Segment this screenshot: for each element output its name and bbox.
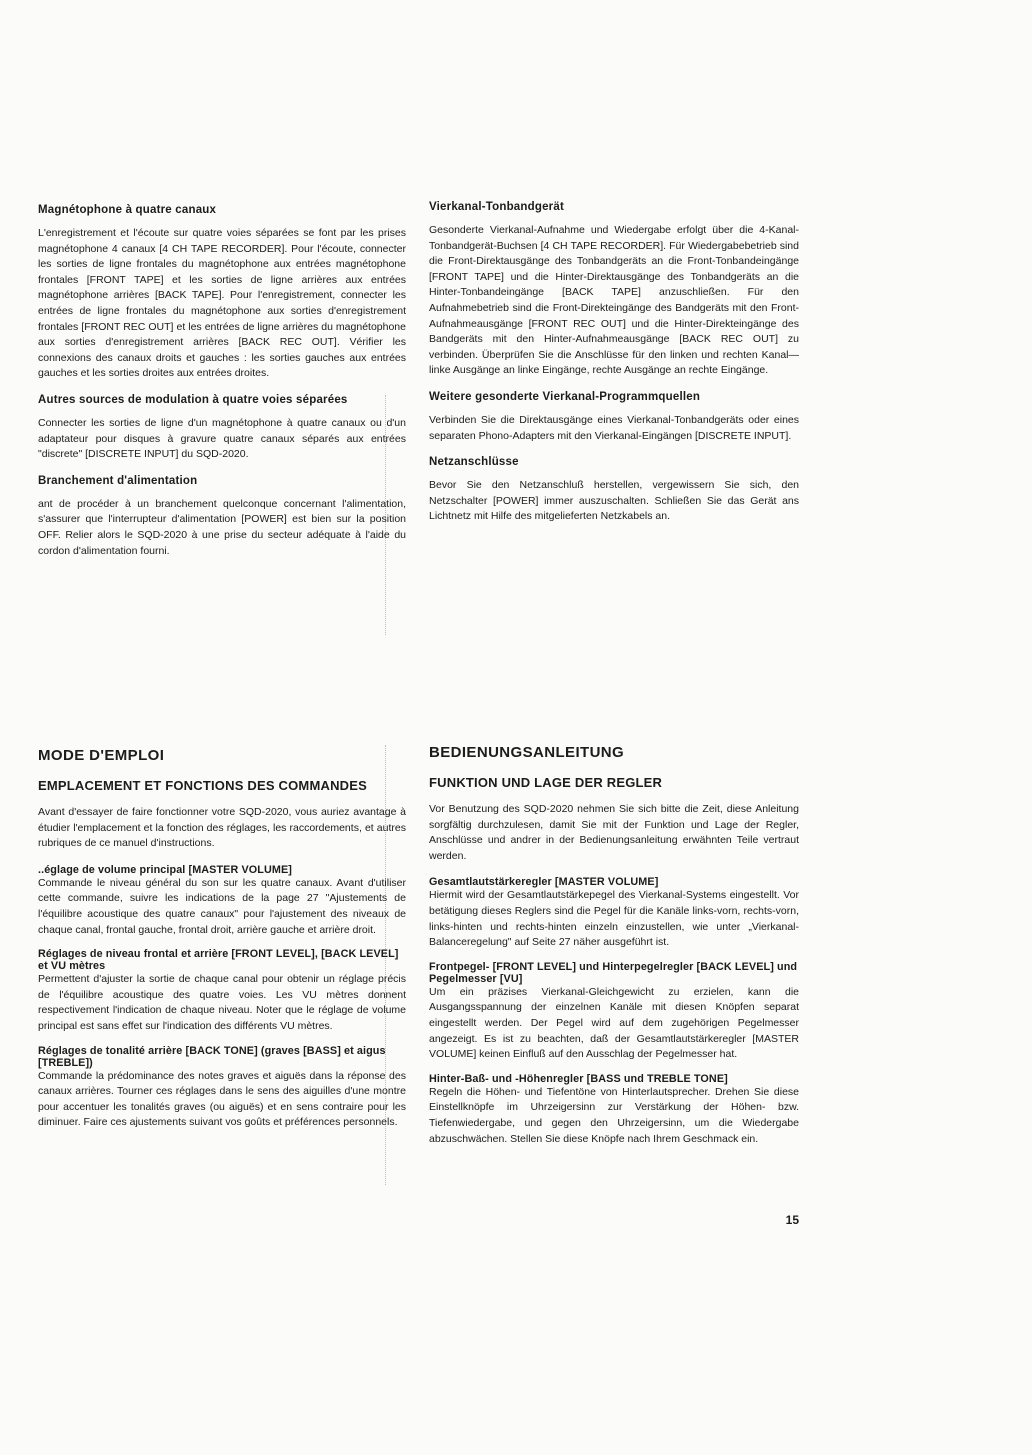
fr-level-item [38, 948, 406, 1034]
fr-tape-text: L'enregistrement et l'écoute sur quatre voies séparées se font par les prises magnétophone 4 canaux [4 CH TAPE RECORDER]. Pour l'écoute, connecter les sorties de ligne frontales du magnétophone aux entrées magnétophone frontales [FRONT TAPE] et les sorties de ligne arrières aux entrées magnétophone arrières [BACK TAPE]. Pour l'enregistrement, connecter les entrées de ligne frontales du magnétophone aux sorties d'enregistrement frontales [FRONT REC OUT] et les entrées de ligne arrières du magnétophone aux sorties d'enregistrement arrières [BACK REC OUT]. Vérifier les connexions des canaux droits et gauches : les sorties gauches aux entrées gauches et les sorties droites aux entrées droites. [38, 227, 406, 380]
fr-subtitle: EMPLACEMENT ET FONCTIONS DES COMMANDES [38, 778, 367, 793]
de-master-volume-text: Hiermit wird der Gesamtlautstärkepegel des Vierkanal-Systems eingestellt. Vor betätigung dieses Reglers sind die Pegel für die Kanäle links-vorn, rechts-vorn, links-hinten und rechts-hinten einzeln einzustellen, wie unter „Vierkanal-Balanceregelung" auf Seite 27 näher ausgeführt ist. [429, 889, 799, 949]
fr-master-volume-text: Commande le niveau général du son sur les quatre canaux. Avant d'utiliser cette commande, suivre les indications de la page 27 "Ajustements de l'équilibre acoustique des quatre canaux" pour l'ajustement des niveaux de chaque canal, frontal gauche, frontal droit, arrière gauche et arrière droit. [38, 876, 406, 936]
de-power-text: Bevor Sie den Netzanschluß herstellen, vergewissern Sie sich, den Netzschalter [POWER] immer auszuschalten. Schließen Sie das Gerät ans Lichtnetz mit Hilfe des mitgelieferten Netzkabels an. [429, 479, 799, 523]
de-intro: Vor Benutzung des SQD-2020 nehmen Sie sich bitte die Zeit, diese Anleitung sorgfältig durchzulesen, damit Sie mit der Funktion und Lage der Regler, Anschlüsse und andrer in der Bedienungsanleitung erwähnten Teile vertraut werden. [429, 803, 799, 862]
fr-tape-heading: Magnétophone à quatre canaux [38, 204, 217, 216]
fr-level-heading: Réglages de niveau frontal et arrière [FRONT LEVEL], [BACK LEVEL] et VU mètres [38, 948, 399, 973]
fr-tone-heading: Réglages de tonalité arrière [BACK TONE] (graves [BASS] et aigus [TREBLE]) [38, 1044, 386, 1069]
de-level-text: Um ein präzises Vierkanal-Gleichgewicht zu erzielen, kann die Ausgangsspannung der einzelnen Kanäle mit diesen Knöpfen separat eingestellt werden. Der Pegel wird auf dem zugehörigen Pegelmesser angezeigt. Es ist zu beachten, daß der Gesamtlautstärkeregler [MASTER VOLUME] keinen Einfluß auf den Ausschlag der Pegelmesser hat. [429, 985, 799, 1061]
de-tone-text: Regeln die Höhen- und Tiefentöne von Hinterlautsprecher. Drehen Sie diese Einstellknöpfe im Uhrzeigersinn zur Verstärkung der Höhen- bzw. Tiefenwiedergabe, und gegen den Uhrzeigersinn, um die Wiedergabe abzuschwächen. Stellen Sie diese Knöpfe nach Ihrem Geschmack ein. [429, 1085, 799, 1145]
page-number: 15 [785, 1213, 799, 1227]
de-tape-heading: Vierkanal-Tonbandgerät [429, 201, 564, 213]
fr-master-volume-heading: ..églage de volume principal [MASTER VOLUME] [38, 863, 292, 876]
de-subtitle: FUNKTION UND LAGE DER REGLER [429, 775, 663, 790]
de-master-volume-heading: Gesamtlautstärkeregler [MASTER VOLUME] [429, 876, 659, 889]
fr-bottom-section [38, 747, 406, 1141]
fr-tone-text: Commande la prédominance des notes graves et aiguës dans la réponse des canaux arrières. Tourner ces réglages dans le sens des aiguilles d'une montre pour accentuer les tonalités graves (ou aiguës) et en sens contraire pour les diminuer. Faire ces ajustements suivant vos goûts et préférences personnels. [38, 1069, 406, 1129]
de-tape-text: Gesonderte Vierkanal-Aufnahme und Wiedergabe erfolgt über die 4-Kanal-Tonbandgerät-Buchsen [4 CH TAPE RECORDER]. Für Wiedergabebetrieb sind die Front-Direktausgänge des Tonbandgeräts an die Front-Tonbandeingänge [FRONT TAPE] und die Hinter-Direktausgänge des Tonbandgeräts an die Hinter-Tonbandeingänge [BACK TAPE] anzuschließen. Für den Aufnahmebetrieb sind die Front-Direkteingänge des Bandgeräts mit den Front-Aufnahmeausgänge [FRONT REC OUT] und die Hinter-Direkteingänge des Bandgeräts mit den Hinter-Aufnahmeausgänge [BACK REC OUT] zu verbinden. Überprüfen Sie die Anschlüsse für den linken und rechten Kanal—linke Ausgänge an linke Eingänge, rechte Ausgänge an rechte Eingänge. [429, 224, 799, 377]
fr-discrete-heading: Autres sources de modulation à quatre voies séparées [38, 393, 348, 406]
fr-top-section [38, 204, 406, 571]
fr-power-text: ant de procéder à un branchement quelconque concernant l'alimentation, s'assurer que l'interrupteur d'alimentation [POWER] est bien sur la position OFF. Relier alors le SQD-2020 à une prise du secteur adéquate à l'aide du cordon d'alimentation fourni. [38, 497, 406, 557]
fr-power-heading: Branchement d'alimentation [38, 474, 198, 487]
fr-master-volume-item [38, 864, 406, 938]
de-power-heading: Netzanschlüsse [429, 456, 519, 469]
de-level-heading: Frontpegel- [FRONT LEVEL] und Hinterpegelregler [BACK LEVEL] und Pegelmesser [VU] [429, 960, 798, 985]
de-tone-item [429, 1073, 799, 1147]
fr-title: MODE D'EMPLOI [38, 747, 165, 764]
de-tone-heading: Hinter-Baß- und -Höhenregler [BASS und TREBLE TONE] [429, 1072, 728, 1085]
de-discrete-text: Verbinden Sie die Direktausgänge eines Vierkanal-Tonbandgeräts oder eines separaten Phono-Adapters mit den Vierkanal-Eingängen [DISCRETE INPUT]. [429, 413, 799, 442]
de-top-section [429, 201, 799, 537]
de-bottom-section [429, 744, 799, 1157]
fr-tone-item [38, 1045, 406, 1131]
fr-discrete-text: Connecter les sorties de ligne d'un magnétophone à quatre canaux ou d'un adaptateur pour disques à gravure quatre canaux séparés aux entrées "discrete" [DISCRETE INPUT] du SQD-2020. [38, 416, 406, 461]
fr-intro: Avant d'essayer de faire fonctionner votre SQD-2020, vous auriez avantage à étudier l'emplacement et la fonction des réglages, les raccordements, et autres rubriques de ce manuel d'instructions. [38, 806, 406, 850]
de-discrete-heading: Weitere gesonderte Vierkanal-Programmquellen [429, 390, 701, 403]
fr-level-text: Permettent d'ajuster la sortie de chaque canal pour obtenir un réglage précis de l'équilibre acoustique des quatre voies. Les VU mètres donnent respectivement l'indication de chaque niveau. Noter que le réglage de volume principal est sans effet sur l'indication des différents VU mètres. [38, 973, 406, 1032]
de-master-volume-item [429, 876, 799, 950]
de-level-item [429, 961, 799, 1063]
de-title: BEDIENUNGSANLEITUNG [429, 744, 625, 761]
